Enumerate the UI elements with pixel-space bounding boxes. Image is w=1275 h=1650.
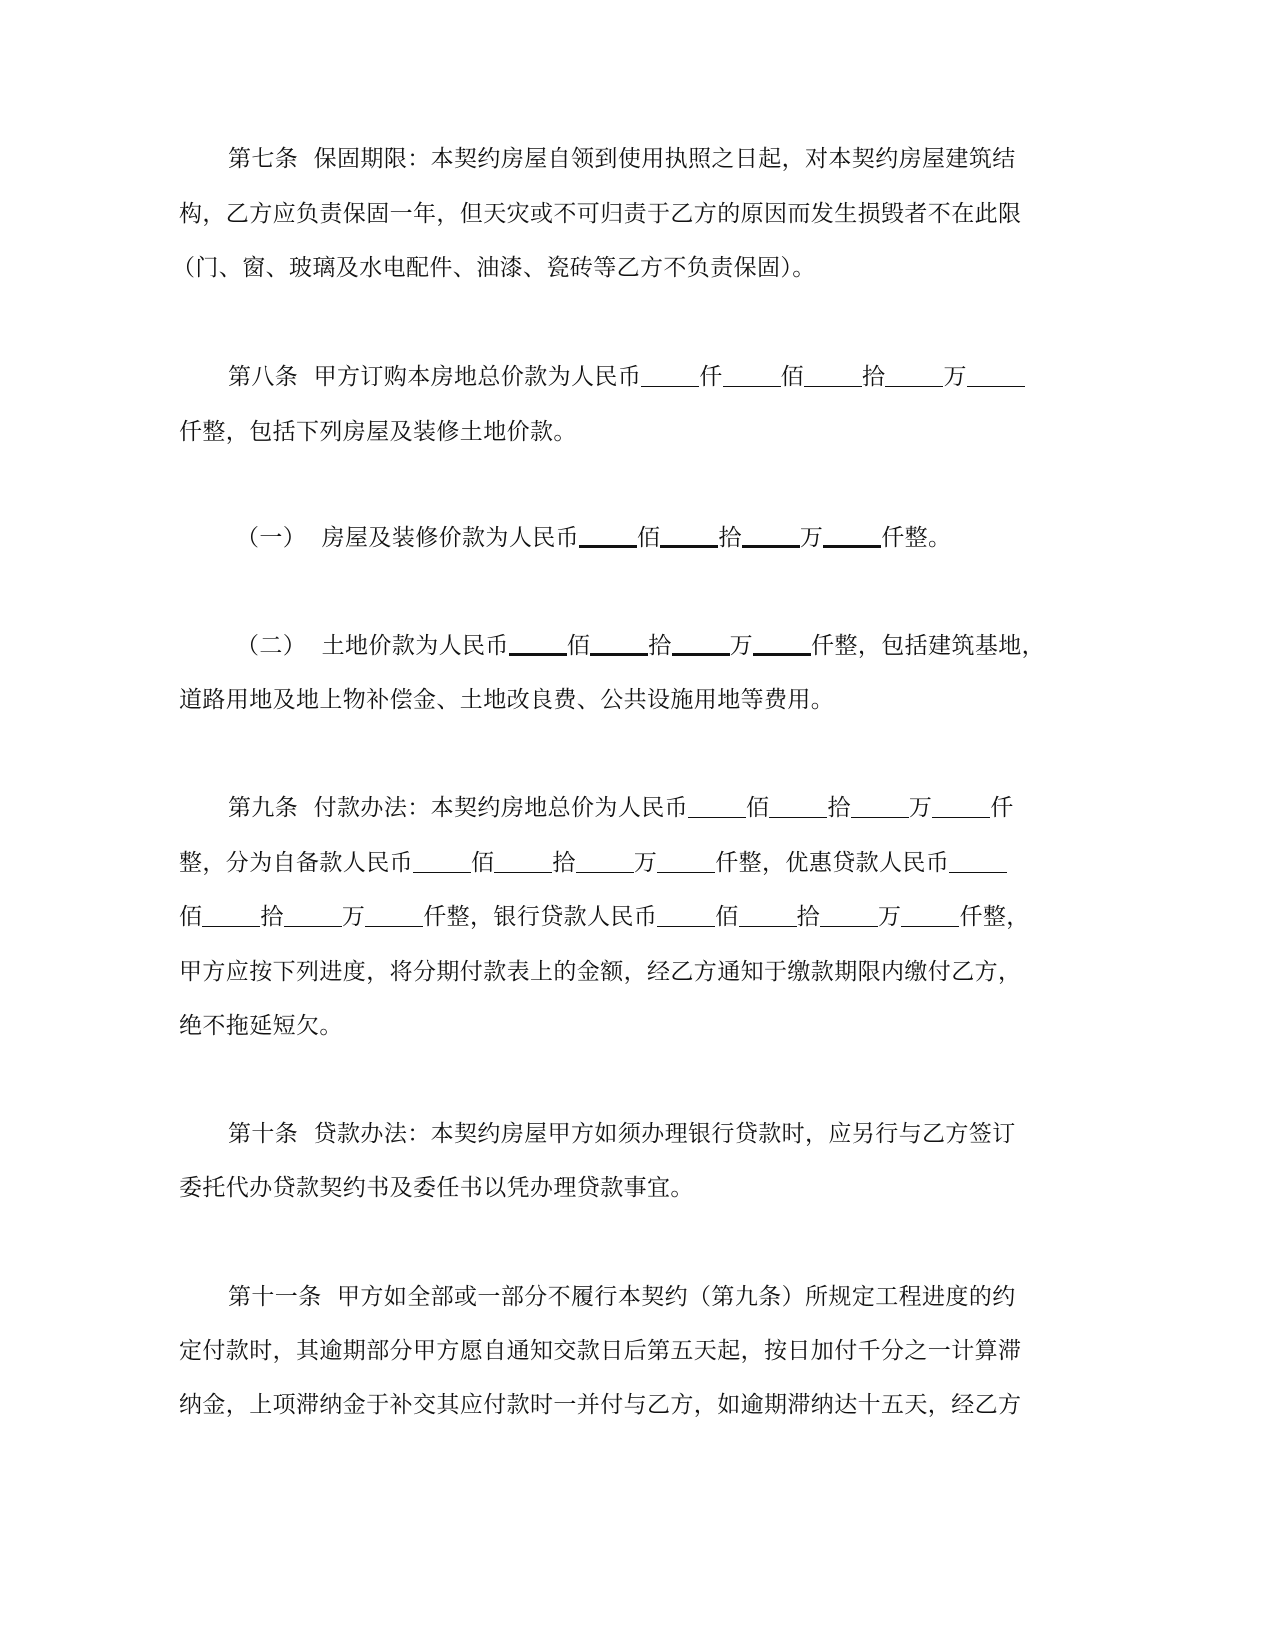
- article-11-line-3: 纳金，上项滞纳金于补交其应付款时一并付与乙方，如逾期滞纳达十五天，经乙方: [179, 1392, 1022, 1418]
- amount-blank[interactable]: [723, 364, 781, 387]
- amount-blank[interactable]: [641, 364, 699, 387]
- unit-label: 万: [799, 525, 824, 551]
- amount-blank[interactable]: [851, 795, 909, 818]
- unit-label: 仟整，优惠贷款人民币: [715, 850, 950, 876]
- unit-label: 仟整，银行贷款人民币: [423, 904, 658, 930]
- amount-blank[interactable]: [672, 631, 730, 656]
- article-11-line-1: 第十一条 甲方如全部或一部分不履行本契约（第九条）所规定工程进度的约: [228, 1284, 1016, 1310]
- amount-blank[interactable]: [753, 631, 811, 656]
- article-10-line-1: 第十条 贷款办法：本契约房屋甲方如须办理银行贷款时，应另行与乙方签订: [228, 1121, 1016, 1147]
- amount-blank[interactable]: [967, 364, 1025, 387]
- article-9-line-3: [179, 902, 1030, 932]
- amount-blank[interactable]: [365, 904, 423, 927]
- article-9-line-4: 甲方应按下列进度，将分期付款表上的金额，经乙方通知于缴款期限内缴付乙方，: [179, 959, 1022, 985]
- item-2-line-1: [236, 631, 1045, 661]
- amount-blank[interactable]: [823, 523, 881, 548]
- unit-label: 仟整，包括建筑基地，: [811, 633, 1046, 659]
- article-8-line-2: 仟整，包括下列房屋及装修土地价款。: [179, 419, 577, 445]
- article-9-prefix: 第九条 付款办法：本契约房地总价为人民币: [228, 795, 689, 821]
- amount-blank[interactable]: [579, 523, 637, 548]
- article-9-line-2-prefix: 整，分为自备款人民币: [179, 850, 413, 876]
- amount-blank[interactable]: [590, 631, 648, 656]
- amount-blank[interactable]: [202, 904, 260, 927]
- amount-blank[interactable]: [284, 904, 342, 927]
- unit-label: 拾: [552, 850, 576, 876]
- unit-label: 仟整。: [881, 525, 952, 551]
- amount-blank[interactable]: [804, 364, 862, 387]
- unit-label: 拾: [827, 795, 851, 821]
- amount-blank[interactable]: [657, 850, 715, 873]
- unit-label: 佰: [179, 904, 203, 930]
- unit-label: 仟: [990, 795, 1014, 821]
- unit-label: 佰: [471, 850, 495, 876]
- amount-blank[interactable]: [769, 795, 827, 818]
- unit-label: 佰: [746, 795, 770, 821]
- unit-label: 拾: [796, 904, 821, 930]
- article-10-line-2: 委托代办贷款契约书及委任书以凭办理贷款事宜。: [179, 1175, 694, 1201]
- unit-label: 拾: [718, 525, 742, 551]
- unit-label: 佰: [566, 633, 591, 659]
- unit-label: 拾: [260, 904, 284, 930]
- amount-blank[interactable]: [657, 904, 715, 927]
- item-2-prefix: （二） 土地价款为人民币: [236, 633, 509, 659]
- amount-blank[interactable]: [932, 795, 990, 818]
- article-9-line-5: 绝不拖延短欠。: [179, 1013, 343, 1039]
- unit-label: 万: [341, 904, 366, 930]
- unit-label: 佰: [715, 904, 739, 930]
- unit-label: 万: [878, 904, 902, 930]
- unit-label: 佰: [637, 525, 661, 551]
- article-7-line-3: （门、窗、玻璃及水电配件、油漆、瓷砖等乙方不负责保固）。: [172, 255, 816, 281]
- article-9-line-2: [179, 848, 1007, 878]
- amount-blank[interactable]: [413, 850, 471, 873]
- article-9-line-1: [228, 793, 1014, 823]
- unit-label: 佰: [780, 364, 805, 390]
- item-1-prefix: （一） 房屋及装修价款为人民币: [236, 525, 580, 551]
- unit-label: 仟整，: [959, 904, 1030, 930]
- amount-blank[interactable]: [660, 523, 718, 548]
- unit-label: 万: [633, 850, 658, 876]
- article-11-line-2: 定付款时，其逾期部分甲方愿自通知交款日后第五天起，按日加付千分之一计算滞: [179, 1338, 1022, 1364]
- article-8-line-1: [228, 362, 1025, 392]
- amount-blank[interactable]: [509, 631, 567, 656]
- unit-label: 仟: [699, 364, 723, 390]
- unit-label: 万: [729, 633, 754, 659]
- amount-blank[interactable]: [688, 795, 746, 818]
- article-7-line-2: 构，乙方应负责保固一年，但天灾或不可归责于乙方的原因而发生损毁者不在此限: [179, 201, 1022, 227]
- amount-blank[interactable]: [742, 523, 800, 548]
- amount-blank[interactable]: [820, 904, 878, 927]
- amount-blank[interactable]: [494, 850, 552, 873]
- amount-blank[interactable]: [901, 904, 959, 927]
- unit-label: 万: [908, 795, 933, 821]
- amount-blank[interactable]: [576, 850, 634, 873]
- amount-blank[interactable]: [739, 904, 797, 927]
- item-2-line-2: 道路用地及地上物补偿金、土地改良费、公共设施用地等费用。: [179, 687, 835, 713]
- unit-label: 拾: [862, 364, 886, 390]
- amount-blank[interactable]: [949, 850, 1007, 873]
- article-7-line-1: 第七条 保固期限：本契约房屋自领到使用执照之日起，对本契约房屋建筑结: [228, 146, 1016, 172]
- item-1-line: [236, 523, 951, 553]
- unit-label: 万: [943, 364, 967, 390]
- article-8-prefix: 第八条 甲方订购本房地总价款为人民币: [228, 364, 642, 390]
- amount-blank[interactable]: [885, 364, 943, 387]
- unit-label: 拾: [648, 633, 672, 659]
